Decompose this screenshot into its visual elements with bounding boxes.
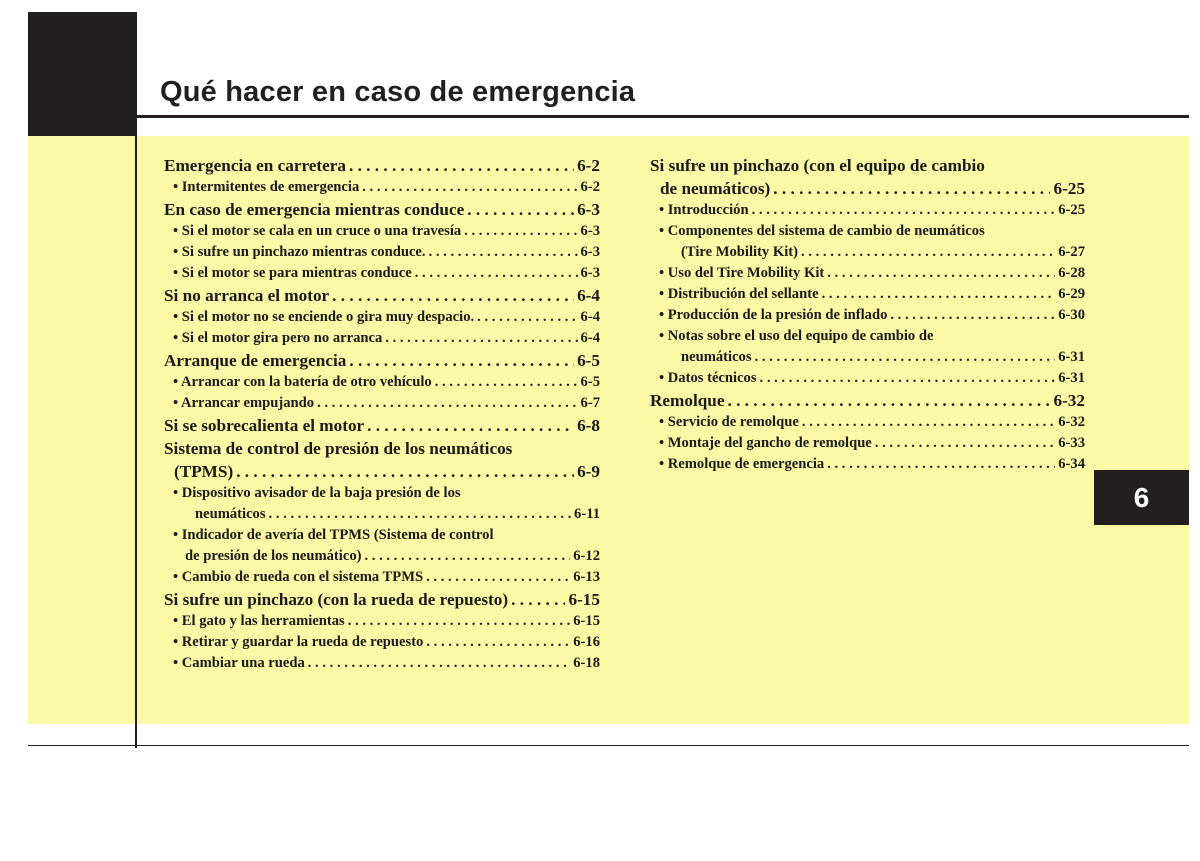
toc-entry-page: 6-9 <box>577 462 600 481</box>
toc-entry-label: • Si el motor gira pero no arranca <box>173 330 383 346</box>
toc-subentry[interactable] <box>650 454 1085 475</box>
leader-dots <box>773 177 1050 200</box>
toc-entry-page: 6-25 <box>1058 202 1085 218</box>
leader-dots <box>890 305 1055 326</box>
toc-entry-page: 6-12 <box>573 548 600 564</box>
toc-subentry[interactable] <box>164 263 600 284</box>
toc-entry-label: • Distribución del sellante <box>659 286 819 302</box>
toc-entry-label: • Si sufre un pinchazo mientras conduce. <box>173 244 426 260</box>
leader-dots <box>511 588 565 611</box>
leader-dots <box>348 611 571 632</box>
toc-entry[interactable] <box>164 414 600 437</box>
toc-entry-page: 6-27 <box>1058 244 1085 260</box>
toc-entry-page: 6-3 <box>577 200 600 219</box>
leader-dots <box>760 368 1056 389</box>
leader-dots <box>364 546 570 567</box>
leader-dots <box>308 653 570 674</box>
leader-dots <box>801 242 1055 263</box>
toc-entry-page: 6-25 <box>1053 179 1085 198</box>
leader-dots <box>349 154 574 177</box>
toc-entry-page: 6-11 <box>574 506 600 522</box>
toc-entry-label: • Introducción <box>659 202 749 218</box>
toc-subentry-line[interactable]: • Dispositivo avisador de la baja presión de los <box>173 485 461 501</box>
leader-dots <box>435 372 578 393</box>
toc-entry-label: • Si el motor no se enciende o gira muy despacio. <box>173 309 475 325</box>
toc-entry-line[interactable]: Sistema de control de presión de los neumáticos <box>164 439 513 458</box>
toc-subentry[interactable] <box>650 200 1085 221</box>
toc-entry-label: Remolque <box>650 391 725 410</box>
leader-dots <box>467 198 574 221</box>
toc-subentry[interactable] <box>164 372 600 393</box>
toc-entry-page: 6-4 <box>580 309 600 325</box>
leader-dots <box>822 284 1056 305</box>
toc-entry-label: • Datos técnicos <box>659 370 757 386</box>
toc-entry[interactable] <box>650 389 1085 412</box>
toc-subentry-line[interactable]: • Notas sobre el uso del equipo de cambio de <box>659 328 934 344</box>
toc-entry-label: de presión de los neumático) <box>185 548 362 564</box>
leader-dots <box>362 177 577 198</box>
toc-entry-page: 6-2 <box>580 179 600 195</box>
toc-entry-page: 6-8 <box>577 416 600 435</box>
toc-entry[interactable] <box>164 588 600 611</box>
toc-subentry-line[interactable]: • Indicador de avería del TPMS (Sistema de control <box>173 527 494 543</box>
toc-subentry[interactable] <box>650 242 1085 263</box>
toc-entry-label: (TPMS) <box>174 462 234 481</box>
toc-entry-page: 6-31 <box>1058 349 1085 365</box>
leader-dots <box>367 414 574 437</box>
leader-dots <box>317 393 577 414</box>
toc-entry-label: • Uso del Tire Mobility Kit <box>659 265 825 281</box>
toc-entry-label: de neumáticos) <box>660 179 771 198</box>
leader-dots <box>415 263 578 284</box>
toc-entry-label: Arranque de emergencia <box>164 351 347 370</box>
toc-entry-label: (Tire Mobility Kit) <box>681 244 799 260</box>
toc-subentry[interactable] <box>650 263 1085 284</box>
leader-dots <box>477 307 577 328</box>
toc-entry-page: 6-29 <box>1058 286 1085 302</box>
toc-entry-label: Emergencia en carretera <box>164 156 346 175</box>
toc-right-column <box>650 154 1085 475</box>
toc-entry-page: 6-18 <box>573 655 600 671</box>
toc-entry-page: 6-32 <box>1053 391 1085 410</box>
toc-entry-page: 6-34 <box>1058 456 1085 472</box>
leader-dots <box>802 412 1055 433</box>
leader-dots <box>332 284 574 307</box>
toc-entry-page: 6-30 <box>1058 307 1085 323</box>
toc-entry-label: neumáticos <box>681 349 752 365</box>
toc-entry[interactable] <box>164 198 600 221</box>
toc-entry-label: Si no arranca el motor <box>164 286 330 305</box>
toc-subentry[interactable] <box>650 347 1085 368</box>
toc-subentry[interactable] <box>164 328 600 349</box>
toc-entry-page: 6-15 <box>573 613 600 629</box>
toc-entry-page: 6-2 <box>577 156 600 175</box>
toc-entry-page: 6-3 <box>580 223 600 239</box>
page-title: Qué hacer en caso de emergencia <box>160 76 636 108</box>
leader-dots <box>385 328 577 349</box>
toc-entry[interactable] <box>164 154 600 177</box>
toc-entry-label: • Cambiar una rueda <box>173 655 305 671</box>
toc-entry-label: Si sufre un pinchazo (con la rueda de repuesto) <box>164 590 509 609</box>
toc-entry-label: • Cambio de rueda con el sistema TPMS <box>173 569 424 585</box>
toc-subentry[interactable] <box>164 546 600 567</box>
toc-subentry[interactable] <box>164 177 600 198</box>
toc-entry-page: 6-7 <box>580 395 600 411</box>
toc-entry-label: • Arrancar con la batería de otro vehículo <box>173 374 432 390</box>
toc-entry-label: • Si el motor se para mientras conduce <box>173 265 412 281</box>
toc-entry-label: • Si el motor se cala en un cruce o una travesía <box>173 223 462 239</box>
toc-left-column <box>164 154 600 674</box>
leader-dots <box>269 504 572 525</box>
leader-dots <box>349 349 574 372</box>
leader-dots <box>426 632 570 653</box>
toc-subentry[interactable] <box>650 284 1085 305</box>
leader-dots <box>827 454 1055 475</box>
toc-entry-page: 6-4 <box>580 330 600 346</box>
toc-entry-page: 6-28 <box>1058 265 1085 281</box>
toc-entry-page: 6-5 <box>580 374 600 390</box>
toc-entry[interactable] <box>164 284 600 307</box>
toc-subentry[interactable] <box>164 221 600 242</box>
margin-panel <box>28 136 135 724</box>
leader-dots <box>827 263 1055 284</box>
toc-subentry[interactable] <box>650 433 1085 454</box>
leader-dots <box>755 347 1056 368</box>
toc-subentry[interactable] <box>164 504 600 525</box>
leader-dots <box>727 389 1050 412</box>
toc-entry-label: Si se sobrecalienta el motor <box>164 416 365 435</box>
toc-entry[interactable] <box>164 349 600 372</box>
toc-entry-page: 6-3 <box>580 244 600 260</box>
toc-subentry[interactable] <box>164 307 600 328</box>
leader-dots <box>464 221 577 242</box>
toc-entry-label: • Retirar y guardar la rueda de repuesto <box>173 634 424 650</box>
toc-entry-label: • Servicio de remolque <box>659 414 799 430</box>
toc-entry-page: 6-3 <box>580 265 600 281</box>
toc-subentry[interactable] <box>650 305 1085 326</box>
toc-subentry[interactable] <box>164 632 600 653</box>
chapter-corner-block <box>28 12 136 136</box>
toc-subentry[interactable] <box>164 653 600 674</box>
toc-entry-label: En caso de emergencia mientras conduce <box>164 200 465 219</box>
toc-entry-label: • Remolque de emergencia <box>659 456 825 472</box>
leader-dots <box>426 567 570 588</box>
toc-entry-page: 6-31 <box>1058 370 1085 386</box>
footer-rule <box>28 745 1189 746</box>
toc-entry-page: 6-15 <box>568 590 600 609</box>
leader-dots <box>752 200 1056 221</box>
toc-entry-page: 6-13 <box>573 569 600 585</box>
toc-subentry[interactable] <box>164 611 600 632</box>
toc-entry-line[interactable]: Si sufre un pinchazo (con el equipo de cambio <box>650 156 985 175</box>
leader-dots <box>236 460 574 483</box>
toc-entry-page: 6-33 <box>1058 435 1085 451</box>
leader-dots <box>429 242 578 263</box>
toc-entry-page: 6-16 <box>573 634 600 650</box>
toc-subentry[interactable] <box>164 567 600 588</box>
toc-entry-label: • Producción de la presión de inflado <box>659 307 888 323</box>
toc-entry-label: neumáticos <box>195 506 266 522</box>
toc-entry-label: • Montaje del gancho de remolque <box>659 435 872 451</box>
toc-entry-label: • Intermitentes de emergencia <box>173 179 360 195</box>
toc-entry-label: • El gato y las herramientas <box>173 613 345 629</box>
toc-entry-page: 6-32 <box>1058 414 1085 430</box>
toc-entry-page: 6-4 <box>577 286 600 305</box>
toc-subentry[interactable] <box>650 368 1085 389</box>
toc-subentry[interactable] <box>650 412 1085 433</box>
leader-dots <box>875 433 1055 454</box>
toc-entry-page: 6-5 <box>577 351 600 370</box>
toc-entry[interactable] <box>650 177 1085 200</box>
toc-entry-label: • Arrancar empujando <box>173 395 315 411</box>
chapter-number-tab[interactable]: 6 <box>1094 470 1189 525</box>
toc-subentry[interactable] <box>164 393 600 414</box>
toc-subentry[interactable] <box>164 242 600 263</box>
toc-subentry-line[interactable]: • Componentes del sistema de cambio de neumáticos <box>659 223 985 239</box>
title-underline <box>137 115 1189 118</box>
toc-entry[interactable] <box>164 460 600 483</box>
